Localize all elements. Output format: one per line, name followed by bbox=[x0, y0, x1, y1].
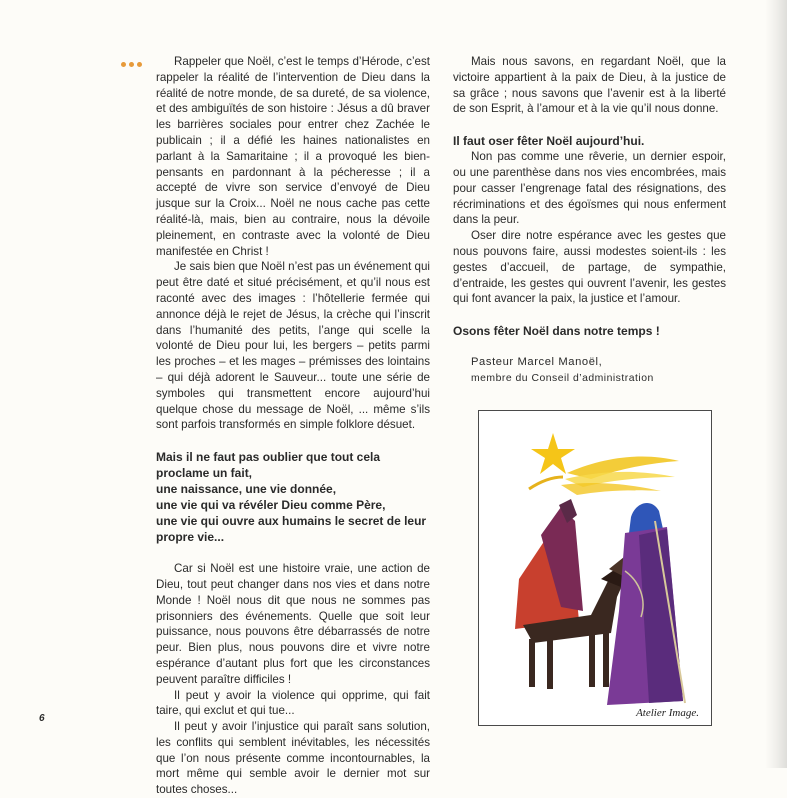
bold-line: une vie qui ouvre aux humains le secret de leur propre vie... bbox=[156, 514, 427, 545]
section-heading: Il faut oser fêter Noël aujourd’hui. bbox=[453, 134, 645, 149]
paragraph: Je sais bien que Noël n’est pas un événement qui peut être daté et situé précisément, et qu’il nous est raconté avec des images : l’hôtellerie fermée qui annonce déjà le rejet de Jésus, la crèche qui l’inscrit dans l’humanité des petits, l’ange qui scelle la volonté de Dieu pour lui, les bergers – petits parmi les proches – et les mages – prémisses des lointains – qui déjà adorent le Sauveur... toute une série de symboles qui transmettent encore aujourd’hui quelque chose du message de Noël, ... même s’ils sont parfois transformés en simple folklore désuet. bbox=[156, 260, 430, 432]
signature-role: membre du Conseil d’administration bbox=[471, 372, 654, 384]
signature-name: Pasteur Marcel Manoël, bbox=[471, 356, 603, 369]
paragraph: Il peut y avoir la violence qui opprime, qui fait taire, qui exclut et qui tue... bbox=[156, 688, 430, 718]
dot-icon bbox=[137, 62, 142, 67]
dot-icon bbox=[129, 62, 134, 67]
nativity-illustration bbox=[478, 410, 712, 726]
paragraph: Rappeler que Noël, c’est le temps d’Hérode, c’est rappeler la réalité de l’intervention de Dieu dans la réalité de notre monde, de sa dureté, de sa violence, et des ambiguïtés de son histoire : Jésus a dû braver les barrières sociales pour entrer chez Zachée le publicain ; il a défié les haines nationalistes en parlant à la Samaritaine ; il a provoqué les bien-pensants en pardonnant à la pécheresse ; il a accepté de vivre son service d’envoyé de Dieu jusque sur la Croix... Noël ne nous cache pas cette réalité-là, mais, bien au contraire, nous la dévoile pleinement, en contraste avec la volonté de Dieu manifestée en Christ ! bbox=[156, 55, 430, 258]
paragraph: Mais nous savons, en regardant Noël, que la victoire appartient à la paix de Dieu, à la justice de sa grâce ; nous savons que l’avenir est à la liberté de son Esprit, à l’amour et à la vie qu’il nous donne. bbox=[453, 55, 726, 116]
ornament-dots-icon bbox=[121, 62, 142, 67]
section-heading: Osons fêter Noël dans notre temps ! bbox=[453, 324, 660, 339]
bold-line: une vie qui va révéler Dieu comme Père, bbox=[156, 498, 386, 513]
paragraph: Oser dire notre espérance avec les gestes que nous pouvons faire, aussi modestes soient-ils : les gestes d’accueil, de partage, de sympathie, d’entraide, les gestes qui ouvrent l’avenir, les gestes qui font avancer la paix, la justice et l’amour. bbox=[453, 229, 726, 306]
paragraph: Il peut y avoir l’injustice qui paraît sans solution, les conflits qui semblent inévitables, les nécessités que l’on nous présente comme incontournables, la mort même qui semble avoir le dernier mot sur toutes choses... bbox=[156, 720, 430, 797]
binding-shadow bbox=[765, 0, 787, 768]
bold-line: Mais il ne faut pas oublier que tout cela proclame un fait, bbox=[156, 450, 381, 481]
dot-icon bbox=[121, 62, 126, 67]
illustration-caption: Atelier Image. bbox=[636, 707, 699, 719]
page-number: 6 bbox=[39, 713, 45, 724]
right-column bbox=[453, 54, 726, 387]
paragraph: Car si Noël est une histoire vraie, une action de Dieu, tout peut changer dans nos vies et dans notre Monde ! Noël nous dit que nous ne sommes pas prisonniers des événements. Quelle que soit leur puissance, nous pouvons être débarrassés de notre peur. Bien plus, nous pouvons dire et vivre notre espérance d’autant plus fort que les circonstances peuvent paraître difficiles ! bbox=[156, 562, 430, 686]
paragraph: Non pas comme une rêverie, un dernier espoir, ou une parenthèse dans nos vies encombrées, mais pour casser l’engrenage fatal des résignations, des récriminations et des égoïsmes qui nous enferment dans la peur. bbox=[453, 150, 726, 227]
nativity-icon bbox=[479, 411, 711, 725]
bold-line: une naissance, une vie donnée, bbox=[156, 482, 337, 497]
left-column bbox=[156, 54, 430, 798]
